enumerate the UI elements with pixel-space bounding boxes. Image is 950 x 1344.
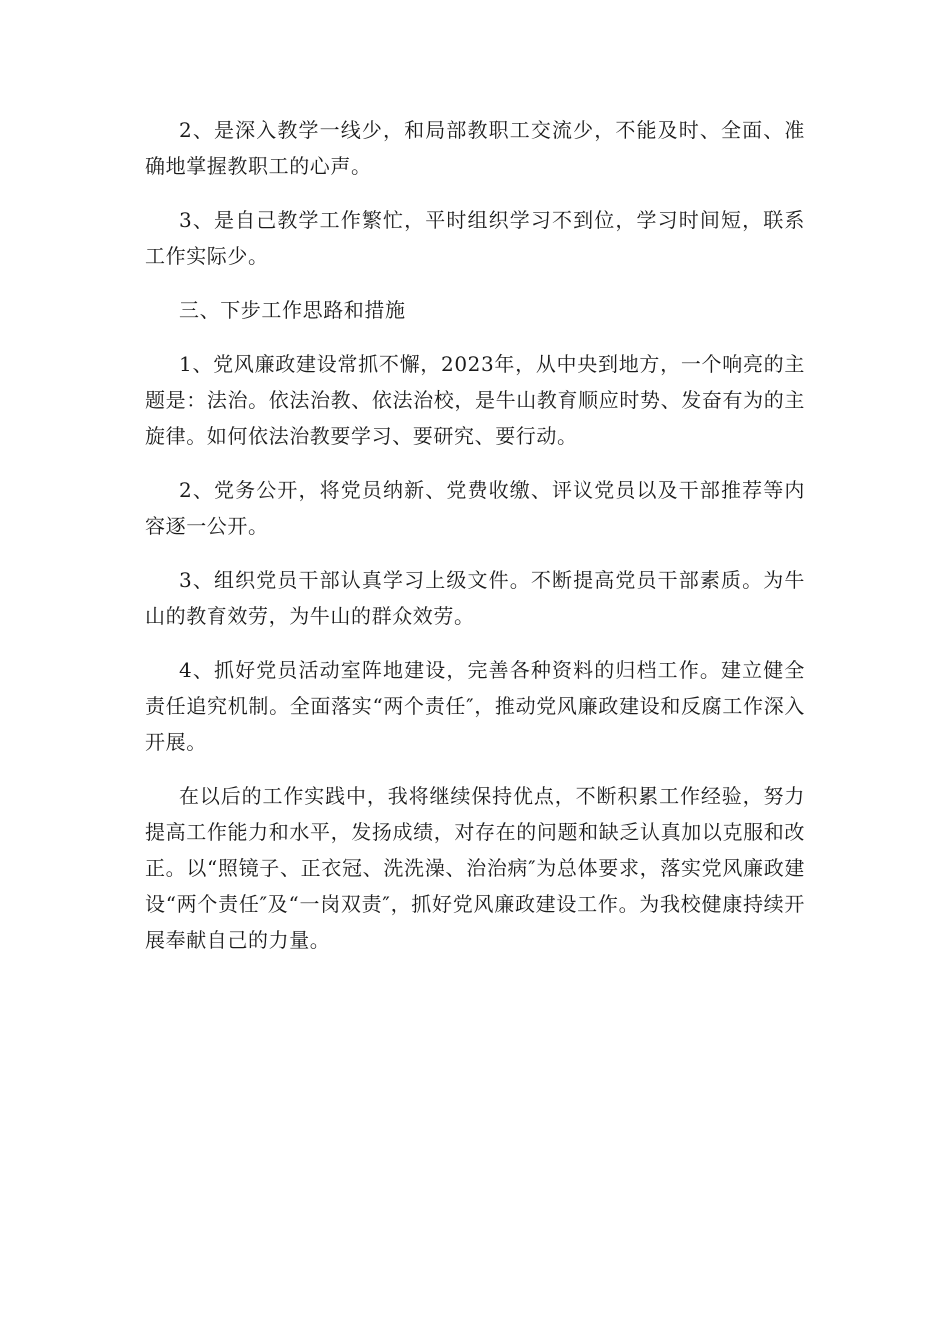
paragraph-2: 3、是自己教学工作繁忙，平时组织学习不到位，学习时间短，联系工作实际少。 xyxy=(145,208,805,268)
document-page xyxy=(145,112,805,976)
paragraph-6: 4、抓好党员活动室阵地建设，完善各种资料的归档工作。建立健全责任追究机制。全面落实“两个责任″，推动党风廉政建设和反腐工作深入开展。 xyxy=(145,658,805,754)
paragraph-7: 在以后的工作实践中，我将继续保持优点，不断积累工作经验，努力提高工作能力和水平，发扬成绩，对存在的问题和缺乏认真加以克服和改正。以“照镜子、正衣冠、洗洗澡、治治病″为总体要求，落实党风廉政建设“两个责任″及“一岗双责″，抓好党风廉政建设工作。为我校健康持续开展奉献自己的力量。 xyxy=(145,784,805,952)
paragraph-3: 1、党风廉政建设常抓不懈，2023年，从中央到地方，一个响亮的主题是：法治。依法治教、依法治校，是牛山教育顺应时势、发奋有为的主旋律。如何依法治教要学习、要研究、要行动。 xyxy=(145,352,805,448)
paragraph-5: 3、组织党员干部认真学习上级文件。不断提高党员干部素质。为牛山的教育效劳，为牛山的群众效劳。 xyxy=(145,568,805,628)
paragraph-4: 2、党务公开，将党员纳新、党费收缴、评议党员以及干部推荐等内容逐一公开。 xyxy=(145,478,805,538)
section-heading: 三、下步工作思路和措施 xyxy=(179,298,406,322)
paragraph-1: 2、是深入教学一线少，和局部教职工交流少，不能及时、全面、准确地掌握教职工的心声。 xyxy=(145,118,805,178)
